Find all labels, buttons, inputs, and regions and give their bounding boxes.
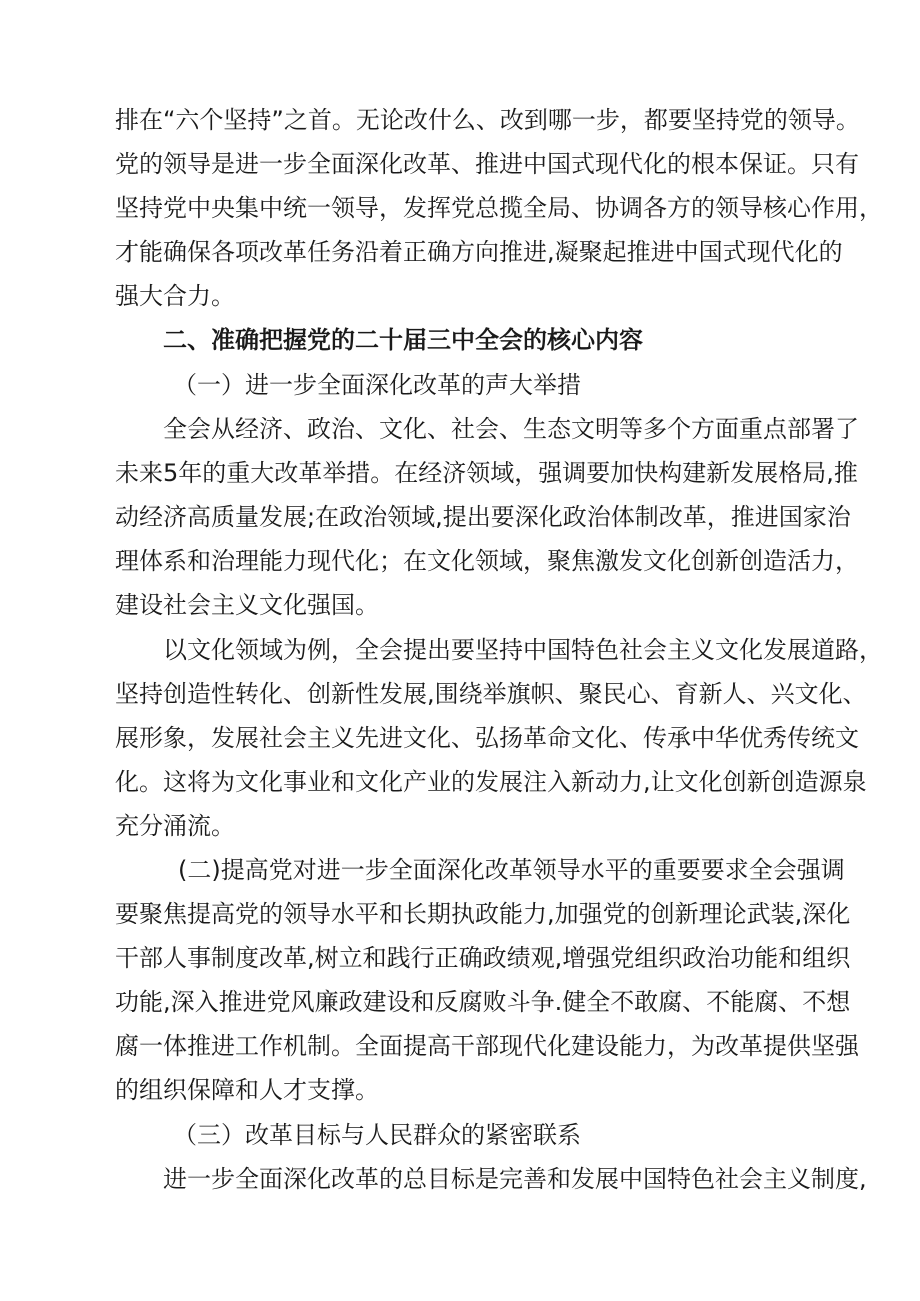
paragraph-line: 未来5年的重大改革举措。在经济领域，强调要加快构建新发展格局,推	[115, 459, 858, 487]
paragraph-line: 强大合力。	[115, 282, 235, 310]
paragraph-line: 建设社会主义文化强国。	[115, 591, 379, 619]
section-heading: 二、准确把握党的二十届三中全会的核心内容	[163, 326, 643, 354]
paragraph-line: 腐一体推进工作机制。全面提高干部现代化建设能力，为改革提供坚强	[115, 1032, 859, 1060]
paragraph-line: (二)提高党对进一步全面深化改革领导水平的重要要求全会强调	[178, 856, 845, 884]
paragraph-line: 坚持创造性转化、创新性发展,围绕举旗帜、聚民心、育新人、兴文化、	[115, 680, 867, 708]
paragraph-line: 以文化领域为例，全会提出要坚持中国特色社会主义文化发展道路，	[163, 636, 883, 664]
paragraph-line: 功能,深入推进党风廉政建设和反腐败斗争.健全不敢腐、不能腐、不想	[115, 988, 851, 1016]
paragraph-line: 的组织保障和人才支撑。	[115, 1076, 379, 1104]
paragraph-line: 坚持党中央集中统一领导，发挥党总揽全局、协调各方的领导核心作用，	[115, 194, 883, 222]
paragraph-line: 动经济高质量发展;在政治领域,提出要深化政治体制改革，推进国家治	[115, 503, 851, 531]
paragraph-line: 干部人事制度改革,树立和践行正确政绩观,增强党组织政治功能和组织	[115, 944, 851, 972]
paragraph-line: 理体系和治理能力现代化；在文化领域，聚焦激发文化创新创造活力，	[115, 547, 859, 575]
subsection-heading: （三）改革目标与人民群众的紧密联系	[173, 1121, 581, 1149]
paragraph-line: 进一步全面深化改革的总目标是完善和发展中国特色社会主义制度,	[163, 1165, 867, 1193]
paragraph-line: 才能确保各项改革任务沿着正确方向推进,凝聚起推进中国式现代化的	[115, 238, 843, 266]
paragraph-line: 党的领导是进一步全面深化改革、推进中国式现代化的根本保证。只有	[115, 150, 859, 178]
paragraph-line: 排在“六个坚持”之首。无论改什么、改到哪一步，都要坚持党的领导。	[115, 106, 860, 134]
paragraph-line: 要聚焦提高党的领导水平和长期执政能力,加强党的创新理论武装,深化	[115, 900, 851, 928]
paragraph-line: 化。这将为文化事业和文化产业的发展注入新动力,让文化创新创造源泉	[115, 768, 867, 796]
paragraph-line: 充分涌流。	[115, 812, 235, 840]
paragraph-line: 展形象，发展社会主义先进文化、弘扬革命文化、传承中华优秀传统文	[115, 724, 859, 752]
paragraph-line: 全会从经济、政治、文化、社会、生态文明等多个方面重点部署了	[163, 415, 859, 443]
subsection-heading: （一）进一步全面深化改革的声大举措	[173, 371, 581, 399]
